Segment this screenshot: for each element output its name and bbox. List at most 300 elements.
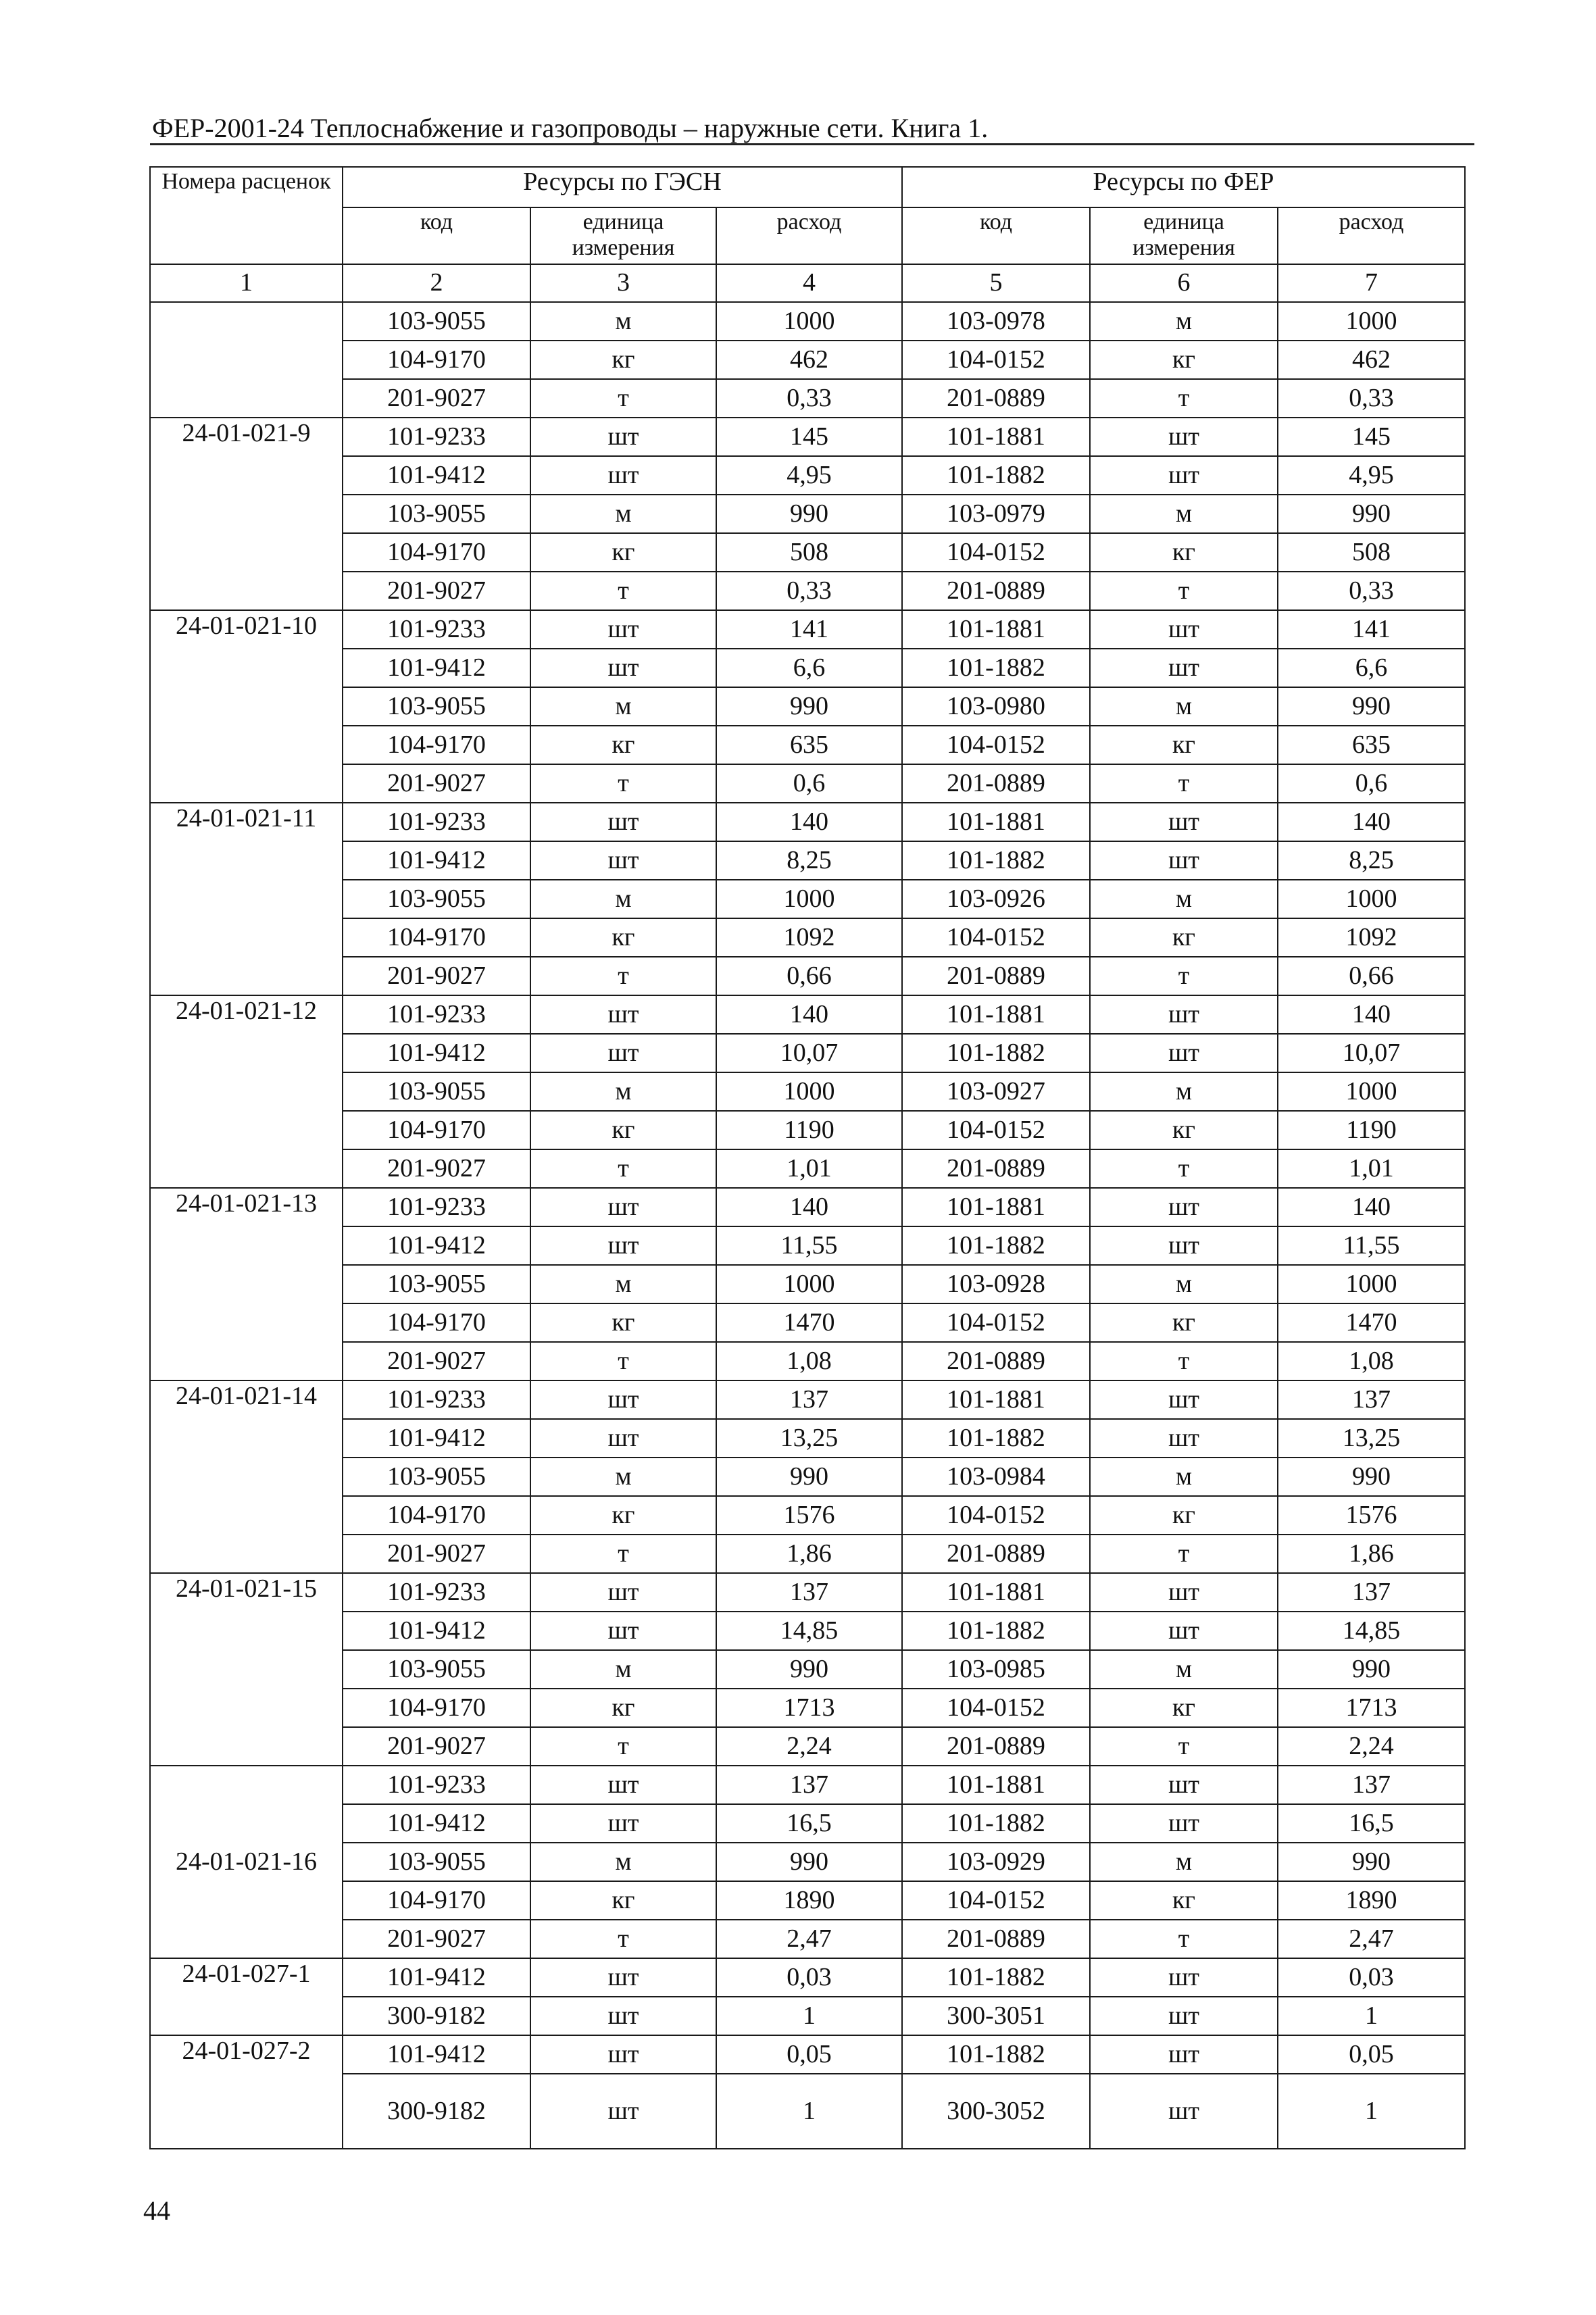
fer-consumption-cell: 1000	[1278, 1265, 1465, 1303]
fer-code-cell: 201-0889	[902, 379, 1090, 418]
gesn-unit-cell: шт	[530, 1612, 716, 1650]
fer-consumption-cell: 8,25	[1278, 841, 1465, 880]
gesn-unit-cell: м	[530, 1650, 716, 1689]
fer-code-cell: 201-0889	[902, 1727, 1090, 1766]
gesn-unit-cell: т	[530, 1342, 716, 1380]
gesn-code-cell: 300-9182	[343, 1997, 530, 2035]
gesn-unit-cell: кг	[530, 1111, 716, 1149]
rate-number-cell: 24-01-021-14	[150, 1380, 343, 1573]
gesn-code-cell: 103-9055	[343, 880, 530, 918]
fer-unit-cell: кг	[1090, 341, 1278, 379]
fer-code-cell: 101-1882	[902, 1034, 1090, 1072]
fer-consumption-cell: 1190	[1278, 1111, 1465, 1149]
fer-unit-cell: м	[1090, 302, 1278, 341]
fer-consumption-cell: 1000	[1278, 1072, 1465, 1111]
gesn-unit-cell: шт	[530, 995, 716, 1034]
fer-consumption-cell: 137	[1278, 1380, 1465, 1419]
gesn-consumption-cell: 1576	[716, 1496, 902, 1535]
fer-code-cell: 101-1881	[902, 610, 1090, 649]
table-row	[150, 1804, 1465, 1843]
gesn-consumption-cell: 1,86	[716, 1535, 902, 1573]
table-row	[150, 1650, 1465, 1689]
table-row	[150, 1111, 1465, 1149]
fer-consumption-cell: 990	[1278, 1843, 1465, 1881]
gesn-consumption-cell: 462	[716, 341, 902, 379]
fer-code-cell: 101-1882	[902, 841, 1090, 880]
fer-consumption-cell: 140	[1278, 995, 1465, 1034]
gesn-code-cell: 101-9412	[343, 1958, 530, 1997]
gesn-resources-header: Ресурсы по ГЭСН	[343, 167, 902, 207]
fer-unit-cell: м	[1090, 1650, 1278, 1689]
gesn-unit-cell: шт	[530, 456, 716, 495]
gesn-code-cell: 101-9412	[343, 1034, 530, 1072]
fer-consumption-cell: 137	[1278, 1766, 1465, 1804]
column-number: 7	[1278, 264, 1465, 302]
table-row	[150, 533, 1465, 572]
table-row	[150, 1843, 1465, 1881]
fer-unit-cell: т	[1090, 1342, 1278, 1380]
gesn-consumption-cell: 1470	[716, 1303, 902, 1342]
gesn-consumption-cell: 137	[716, 1766, 902, 1804]
gesn-unit-cell: шт	[530, 1573, 716, 1612]
gesn-consumption-cell: 2,24	[716, 1727, 902, 1766]
fer-consumption-cell: 11,55	[1278, 1226, 1465, 1265]
table-row	[150, 1535, 1465, 1573]
gesn-consumption-cell: 2,47	[716, 1920, 902, 1958]
table-row	[150, 2074, 1465, 2149]
gesn-consumption-cell: 990	[716, 687, 902, 726]
fer-consumption-cell: 990	[1278, 495, 1465, 533]
fer-code-cell: 103-0979	[902, 495, 1090, 533]
fer-code-cell: 201-0889	[902, 1920, 1090, 1958]
gesn-code-cell: 201-9027	[343, 1920, 530, 1958]
gesn-unit-cell: шт	[530, 649, 716, 687]
fer-unit-cell: м	[1090, 1265, 1278, 1303]
fer-unit-cell: т	[1090, 957, 1278, 995]
fer-unit-cell: т	[1090, 1535, 1278, 1573]
fer-code-cell: 101-1881	[902, 1573, 1090, 1612]
fer-code-cell: 101-1882	[902, 1419, 1090, 1458]
fer-consumption-cell: 1,08	[1278, 1342, 1465, 1380]
fer-code-cell: 101-1881	[902, 1188, 1090, 1226]
table-row	[150, 1573, 1465, 1612]
fer-consumption-cell: 10,07	[1278, 1034, 1465, 1072]
table-row	[150, 495, 1465, 533]
fer-unit-cell: кг	[1090, 1303, 1278, 1342]
fer-code-cell: 104-0152	[902, 1303, 1090, 1342]
table-row	[150, 918, 1465, 957]
fer-consumption-cell: 140	[1278, 1188, 1465, 1226]
table-row	[150, 1881, 1465, 1920]
gesn-code-cell: 103-9055	[343, 1843, 530, 1881]
gesn-unit-cell: кг	[530, 1689, 716, 1727]
fer-code-cell: 104-0152	[902, 1111, 1090, 1149]
fer-unit-cell: шт	[1090, 1958, 1278, 1997]
fer-consumption-cell: 0,05	[1278, 2035, 1465, 2074]
gesn-consumption-cell: 0,05	[716, 2035, 902, 2074]
gesn-consumption-cell: 0,33	[716, 379, 902, 418]
fer-unit-cell: шт	[1090, 610, 1278, 649]
table-row	[150, 687, 1465, 726]
fer-consumption-cell: 137	[1278, 1573, 1465, 1612]
gesn-consumption-cell: 0,66	[716, 957, 902, 995]
gesn-consumption-cell: 14,85	[716, 1612, 902, 1650]
gesn-code-cell: 201-9027	[343, 1727, 530, 1766]
rate-number-cell: 24-01-021-9	[150, 418, 343, 610]
column-number: 4	[716, 264, 902, 302]
gesn-code-cell: 103-9055	[343, 687, 530, 726]
gesn-consumption-cell: 635	[716, 726, 902, 764]
gesn-unit-cell: шт	[530, 1034, 716, 1072]
fer-code-cell: 101-1881	[902, 1766, 1090, 1804]
table-row	[150, 610, 1465, 649]
fer-consumption-cell: 1470	[1278, 1303, 1465, 1342]
fer-consumption-cell: 1092	[1278, 918, 1465, 957]
gesn-unit-cell: шт	[530, 418, 716, 456]
gesn-consumption-cell: 990	[716, 1843, 902, 1881]
fer-code-cell: 104-0152	[902, 341, 1090, 379]
fer-code-cell: 103-0929	[902, 1843, 1090, 1881]
gesn-unit-cell: кг	[530, 726, 716, 764]
gesn-code-cell: 101-9412	[343, 1226, 530, 1265]
table-row	[150, 1342, 1465, 1380]
fer-consumption-cell: 635	[1278, 726, 1465, 764]
fer-unit-cell: шт	[1090, 1766, 1278, 1804]
fer-unit-cell: кг	[1090, 1881, 1278, 1920]
column-number: 5	[902, 264, 1090, 302]
gesn-code-cell: 104-9170	[343, 1881, 530, 1920]
gesn-unit-cell: м	[530, 880, 716, 918]
fer-unit-cell: шт	[1090, 1380, 1278, 1419]
gesn-consumption-cell: 141	[716, 610, 902, 649]
fer-code-cell: 104-0152	[902, 1689, 1090, 1727]
fer-code-cell: 103-0927	[902, 1072, 1090, 1111]
gesn-unit-cell: шт	[530, 1188, 716, 1226]
gesn-unit-cell: кг	[530, 1496, 716, 1535]
fer-consumption-cell: 990	[1278, 1650, 1465, 1689]
gesn-unit-cell: м	[530, 1458, 716, 1496]
gesn-code-cell: 101-9233	[343, 995, 530, 1034]
gesn-unit-cell: кг	[530, 1303, 716, 1342]
table-row	[150, 1303, 1465, 1342]
gesn-code-cell: 104-9170	[343, 1303, 530, 1342]
fer-unit-cell: шт	[1090, 1804, 1278, 1843]
rate-number-cell: 24-01-021-16	[150, 1766, 343, 1958]
fer-consumption-cell: 0,03	[1278, 1958, 1465, 1997]
fer-resources-header: Ресурсы по ФЕР	[902, 167, 1465, 207]
fer-code-cell: 101-1882	[902, 1612, 1090, 1650]
fer-code-cell: 300-3051	[902, 1997, 1090, 2035]
fer-consumption-cell: 145	[1278, 418, 1465, 456]
gesn-unit-cell: м	[530, 302, 716, 341]
rate-numbers-header: Номера расценок	[150, 167, 343, 264]
fer-consumption-cell: 140	[1278, 803, 1465, 841]
gesn-consumption-cell: 1890	[716, 1881, 902, 1920]
table-row	[150, 649, 1465, 687]
gesn-consumption-cell: 140	[716, 803, 902, 841]
fer-unit-cell: т	[1090, 379, 1278, 418]
fer-consumption-cell: 4,95	[1278, 456, 1465, 495]
table-row	[150, 957, 1465, 995]
fer-unit-cell: м	[1090, 495, 1278, 533]
fer-consumption-cell: 2,47	[1278, 1920, 1465, 1958]
fer-code-cell: 300-3052	[902, 2074, 1090, 2149]
gesn-code-cell: 101-9233	[343, 1188, 530, 1226]
gesn-code-cell: 104-9170	[343, 1496, 530, 1535]
fer-consumption-cell: 990	[1278, 687, 1465, 726]
column-number: 1	[150, 264, 343, 302]
fer-unit-cell: кг	[1090, 1689, 1278, 1727]
gesn-consumption-cell: 0,6	[716, 764, 902, 803]
fer-unit-header: единица измерения	[1090, 207, 1278, 264]
gesn-consumption-cell: 990	[716, 495, 902, 533]
gesn-consumption-cell: 990	[716, 1650, 902, 1689]
fer-unit-cell: кг	[1090, 533, 1278, 572]
rate-number-cell: 24-01-027-2	[150, 2035, 343, 2149]
fer-consumption-cell: 0,33	[1278, 379, 1465, 418]
gesn-unit-cell: м	[530, 687, 716, 726]
gesn-code-cell: 101-9412	[343, 2035, 530, 2074]
gesn-code-cell: 201-9027	[343, 957, 530, 995]
fer-code-cell: 101-1881	[902, 995, 1090, 1034]
gesn-consumption-cell: 1000	[716, 1072, 902, 1111]
gesn-code-cell: 104-9170	[343, 1689, 530, 1727]
fer-consumption-cell: 508	[1278, 533, 1465, 572]
page-number: 44	[143, 2195, 170, 2226]
gesn-unit-cell: шт	[530, 803, 716, 841]
table-row	[150, 1612, 1465, 1650]
gesn-code-cell: 101-9233	[343, 1766, 530, 1804]
rate-number-cell: 24-01-021-13	[150, 1188, 343, 1380]
fer-unit-cell: шт	[1090, 1997, 1278, 2035]
fer-unit-cell: шт	[1090, 1034, 1278, 1072]
table-row	[150, 1188, 1465, 1226]
fer-code-cell: 101-1882	[902, 1958, 1090, 1997]
fer-code-cell: 201-0889	[902, 572, 1090, 610]
fer-unit-cell: м	[1090, 1843, 1278, 1881]
table-row	[150, 995, 1465, 1034]
gesn-code-cell: 101-9412	[343, 841, 530, 880]
rate-number-cell: 24-01-027-1	[150, 1958, 343, 2035]
fer-unit-cell: шт	[1090, 1188, 1278, 1226]
gesn-code-cell: 300-9182	[343, 2074, 530, 2149]
gesn-unit-cell: м	[530, 1265, 716, 1303]
rate-number-cell: 24-01-021-12	[150, 995, 343, 1188]
gesn-code-cell: 104-9170	[343, 533, 530, 572]
table-row	[150, 726, 1465, 764]
table-row	[150, 880, 1465, 918]
gesn-code-cell: 104-9170	[343, 341, 530, 379]
fer-consumption-cell: 1,86	[1278, 1535, 1465, 1573]
fer-unit-cell: м	[1090, 1072, 1278, 1111]
fer-unit-cell: шт	[1090, 649, 1278, 687]
fer-unit-cell: шт	[1090, 456, 1278, 495]
gesn-unit-cell: м	[530, 495, 716, 533]
table-row	[150, 764, 1465, 803]
gesn-consumption-cell: 1,01	[716, 1149, 902, 1188]
table-row	[150, 456, 1465, 495]
gesn-unit-cell: шт	[530, 1997, 716, 2035]
table-row	[150, 1226, 1465, 1265]
gesn-consumption-cell: 0,33	[716, 572, 902, 610]
fer-consumption-cell: 990	[1278, 1458, 1465, 1496]
gesn-code-cell: 101-9412	[343, 1804, 530, 1843]
gesn-unit-cell: шт	[530, 1766, 716, 1804]
fer-code-cell: 104-0152	[902, 726, 1090, 764]
fer-unit-cell: шт	[1090, 1612, 1278, 1650]
fer-code-cell: 101-1882	[902, 1804, 1090, 1843]
gesn-unit-cell: шт	[530, 2074, 716, 2149]
gesn-code-cell: 201-9027	[343, 379, 530, 418]
gesn-consumption-cell: 137	[716, 1573, 902, 1612]
fer-code-cell: 101-1881	[902, 803, 1090, 841]
fer-unit-cell: т	[1090, 1727, 1278, 1766]
fer-code-cell: 101-1881	[902, 418, 1090, 456]
rate-number-cell	[150, 302, 343, 418]
table-row	[150, 1920, 1465, 1958]
gesn-unit-cell: шт	[530, 1226, 716, 1265]
gesn-code-cell: 103-9055	[343, 302, 530, 341]
fer-unit-cell: т	[1090, 1920, 1278, 1958]
gesn-consumption-cell: 1,08	[716, 1342, 902, 1380]
rate-number-cell: 24-01-021-15	[150, 1573, 343, 1766]
gesn-code-cell: 101-9233	[343, 418, 530, 456]
gesn-unit-cell: кг	[530, 1881, 716, 1920]
fer-code-cell: 103-0984	[902, 1458, 1090, 1496]
fer-code-cell: 104-0152	[902, 1496, 1090, 1535]
fer-code-cell: 201-0889	[902, 1535, 1090, 1573]
fer-consumption-cell: 2,24	[1278, 1727, 1465, 1766]
fer-unit-cell: шт	[1090, 841, 1278, 880]
gesn-code-cell: 201-9027	[343, 1535, 530, 1573]
fer-consumption-cell: 462	[1278, 341, 1465, 379]
gesn-consumption-cell: 145	[716, 418, 902, 456]
fer-consumption-cell: 0,6	[1278, 764, 1465, 803]
fer-consumption-cell: 1890	[1278, 1881, 1465, 1920]
fer-consumption-cell: 6,6	[1278, 649, 1465, 687]
fer-code-cell: 101-1882	[902, 2035, 1090, 2074]
fer-consumption-cell: 1713	[1278, 1689, 1465, 1727]
table-row	[150, 1072, 1465, 1111]
fer-unit-cell: кг	[1090, 1111, 1278, 1149]
table-row	[150, 803, 1465, 841]
gesn-unit-cell: кг	[530, 918, 716, 957]
fer-unit-cell: м	[1090, 1458, 1278, 1496]
fer-code-cell: 104-0152	[902, 918, 1090, 957]
column-number: 6	[1090, 264, 1278, 302]
fer-code-cell: 103-0978	[902, 302, 1090, 341]
gesn-unit-cell: т	[530, 572, 716, 610]
gesn-code-cell: 201-9027	[343, 764, 530, 803]
fer-unit-cell: м	[1090, 880, 1278, 918]
gesn-consumption-cell: 13,25	[716, 1419, 902, 1458]
table-body	[150, 302, 1465, 2149]
gesn-consumption-cell: 6,6	[716, 649, 902, 687]
gesn-consumption-cell: 1190	[716, 1111, 902, 1149]
fer-unit-cell: шт	[1090, 2035, 1278, 2074]
gesn-consumption-cell: 4,95	[716, 456, 902, 495]
gesn-unit-cell: шт	[530, 1804, 716, 1843]
gesn-unit-cell: т	[530, 1535, 716, 1573]
gesn-consumption-cell: 0,03	[716, 1958, 902, 1997]
gesn-code-cell: 103-9055	[343, 1650, 530, 1689]
fer-unit-cell: шт	[1090, 1226, 1278, 1265]
gesn-unit-cell: м	[530, 1843, 716, 1881]
table-row	[150, 379, 1465, 418]
fer-code-cell: 101-1882	[902, 456, 1090, 495]
fer-code-cell: 201-0889	[902, 1149, 1090, 1188]
gesn-unit-cell: шт	[530, 610, 716, 649]
gesn-consumption-cell: 16,5	[716, 1804, 902, 1843]
gesn-consumption-cell: 140	[716, 995, 902, 1034]
gesn-code-cell: 104-9170	[343, 918, 530, 957]
gesn-consumption-cell: 140	[716, 1188, 902, 1226]
gesn-code-cell: 201-9027	[343, 572, 530, 610]
gesn-code-header: код	[343, 207, 530, 264]
gesn-consumption-cell: 990	[716, 1458, 902, 1496]
gesn-code-cell: 101-9412	[343, 456, 530, 495]
rate-number-cell: 24-01-021-10	[150, 610, 343, 803]
table-row	[150, 1689, 1465, 1727]
gesn-consumption-cell: 1713	[716, 1689, 902, 1727]
fer-consumption-cell: 1576	[1278, 1496, 1465, 1535]
gesn-consumption-cell: 1092	[716, 918, 902, 957]
gesn-unit-cell: шт	[530, 1958, 716, 1997]
page-header-title: ФЕР-2001-24 Теплоснабжение и газопроводы – наружные сети. Книга 1.	[152, 113, 989, 143]
gesn-unit-cell: т	[530, 379, 716, 418]
fer-consumption-cell: 1,01	[1278, 1149, 1465, 1188]
fer-consumption-cell: 1	[1278, 1997, 1465, 2035]
fer-consumption-cell: 1000	[1278, 302, 1465, 341]
gesn-unit-cell: шт	[530, 841, 716, 880]
table-row	[150, 341, 1465, 379]
fer-code-header: код	[902, 207, 1090, 264]
gesn-consumption-cell: 10,07	[716, 1034, 902, 1072]
fer-code-cell: 104-0152	[902, 533, 1090, 572]
fer-consumption-cell: 13,25	[1278, 1419, 1465, 1458]
fer-unit-cell: шт	[1090, 1419, 1278, 1458]
gesn-consumption-header: расход	[716, 207, 902, 264]
table-row	[150, 1997, 1465, 2035]
fer-code-cell: 103-0985	[902, 1650, 1090, 1689]
gesn-unit-cell: шт	[530, 1419, 716, 1458]
gesn-consumption-cell: 1	[716, 1997, 902, 2035]
gesn-code-cell: 101-9412	[343, 1612, 530, 1650]
table-row	[150, 1149, 1465, 1188]
fer-unit-cell: т	[1090, 1149, 1278, 1188]
fer-unit-cell: кг	[1090, 1496, 1278, 1535]
fer-consumption-cell: 141	[1278, 610, 1465, 649]
gesn-code-cell: 101-9233	[343, 803, 530, 841]
table-row	[150, 1419, 1465, 1458]
gesn-consumption-cell: 11,55	[716, 1226, 902, 1265]
fer-unit-cell: м	[1090, 687, 1278, 726]
fer-consumption-cell: 1000	[1278, 880, 1465, 918]
gesn-code-cell: 103-9055	[343, 1458, 530, 1496]
gesn-code-cell: 104-9170	[343, 1111, 530, 1149]
fer-unit-cell: т	[1090, 764, 1278, 803]
gesn-code-cell: 201-9027	[343, 1149, 530, 1188]
table-row	[150, 1958, 1465, 1997]
table-row	[150, 1265, 1465, 1303]
fer-code-cell: 103-0980	[902, 687, 1090, 726]
fer-code-cell: 104-0152	[902, 1881, 1090, 1920]
gesn-unit-cell: кг	[530, 533, 716, 572]
gesn-consumption-cell: 1	[716, 2074, 902, 2149]
gesn-code-cell: 103-9055	[343, 495, 530, 533]
gesn-unit-cell: т	[530, 957, 716, 995]
fer-consumption-header: расход	[1278, 207, 1465, 264]
